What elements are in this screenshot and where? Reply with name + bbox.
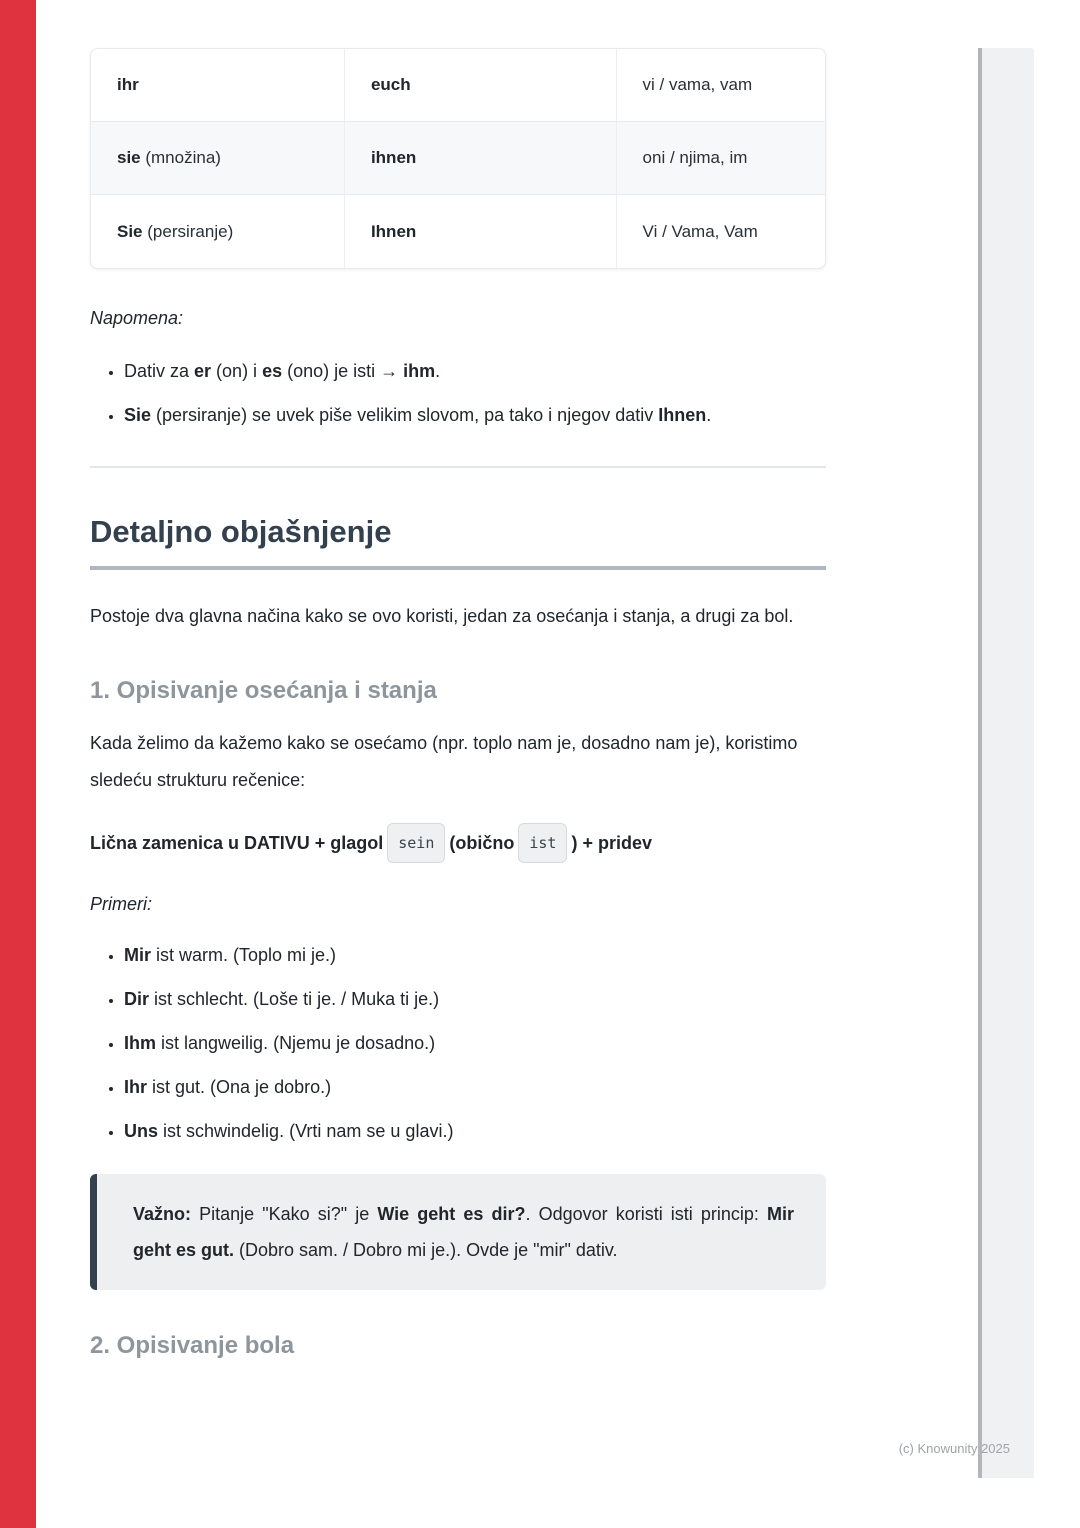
copyright-footer: (c) Knowunity 2025 <box>898 1441 1010 1456</box>
list-item: • Sie (persiranje) se uvek piše velikim slovom, pa tako i njegov dativ Ihnen. <box>124 401 826 430</box>
table-cell: sie (množina) <box>91 122 345 195</box>
examples-list <box>90 941 826 1146</box>
table-cell: Vi / Vama, Vam <box>642 221 758 241</box>
callout-text: Važno: Pitanje "Kako si?" je Wie geht es dir?. Odgovor koristi isti princip: Mir geht es gut. (Dobro sam. / Dobro mi je.). Ovde je "mir" dativ. <box>133 1204 795 1260</box>
subsection-2-title: 2. Opisivanje bola <box>90 1332 295 1359</box>
section-intro: Postoje dva glavna načina kako se ovo koristi, jedan za osećanja i stanja, a drugi za bol. <box>90 606 794 626</box>
subsection-1-title: 1. Opisivanje osećanja i stanja <box>90 677 437 704</box>
document-content <box>90 0 826 1362</box>
table-row <box>91 49 825 122</box>
table-cell: ihr <box>91 49 345 122</box>
list-item: • Ihr ist gut. (Ona je dobro.) <box>124 1073 826 1102</box>
notes-list <box>90 357 826 430</box>
table-cell: ihnen <box>345 122 617 195</box>
left-accent-bar <box>0 0 36 1528</box>
list-item: • Ihm ist langweilig. (Njemu je dosadno.) <box>124 1029 826 1058</box>
table-cell: Sie (persiranje) <box>91 195 345 268</box>
list-item: • Mir ist warm. (Toplo mi je.) <box>124 941 826 970</box>
section-divider <box>90 466 826 468</box>
list-item: • Dir ist schlecht. (Loše ti je. / Muka ti je.) <box>124 985 826 1014</box>
subsection-1-intro: Kada želimo da kažemo kako se osećamo (npr. toplo nam je, dosadno nam je), koristimo sledeću strukturu rečenice: <box>90 733 798 790</box>
note-label: Napomena: <box>90 308 184 328</box>
important-callout <box>90 1174 826 1290</box>
list-item: • Dativ za er (on) i es (ono) je isti → ihm. <box>124 357 826 386</box>
table-row <box>91 195 825 268</box>
table-cell: vi / vama, vam <box>617 49 825 122</box>
pronoun-dative-table <box>90 48 826 269</box>
table-cell: Ihnen <box>345 195 617 268</box>
list-item: • Uns ist schwindelig. (Vrti nam se u glavi.) <box>124 1117 826 1146</box>
table-cell: oni / njima, im <box>617 122 825 195</box>
table-cell: euch <box>345 49 617 122</box>
section-title: Detaljno objašnjenje <box>90 512 826 570</box>
scrollbar-edge <box>978 48 982 1478</box>
sentence-formula: Lična zamenica u DATIVU + glagol sein (obično ist ) + pridev <box>90 823 826 863</box>
examples-label: Primeri: <box>90 894 152 914</box>
scrollbar-track[interactable] <box>978 48 1034 1478</box>
table-row <box>91 122 825 195</box>
